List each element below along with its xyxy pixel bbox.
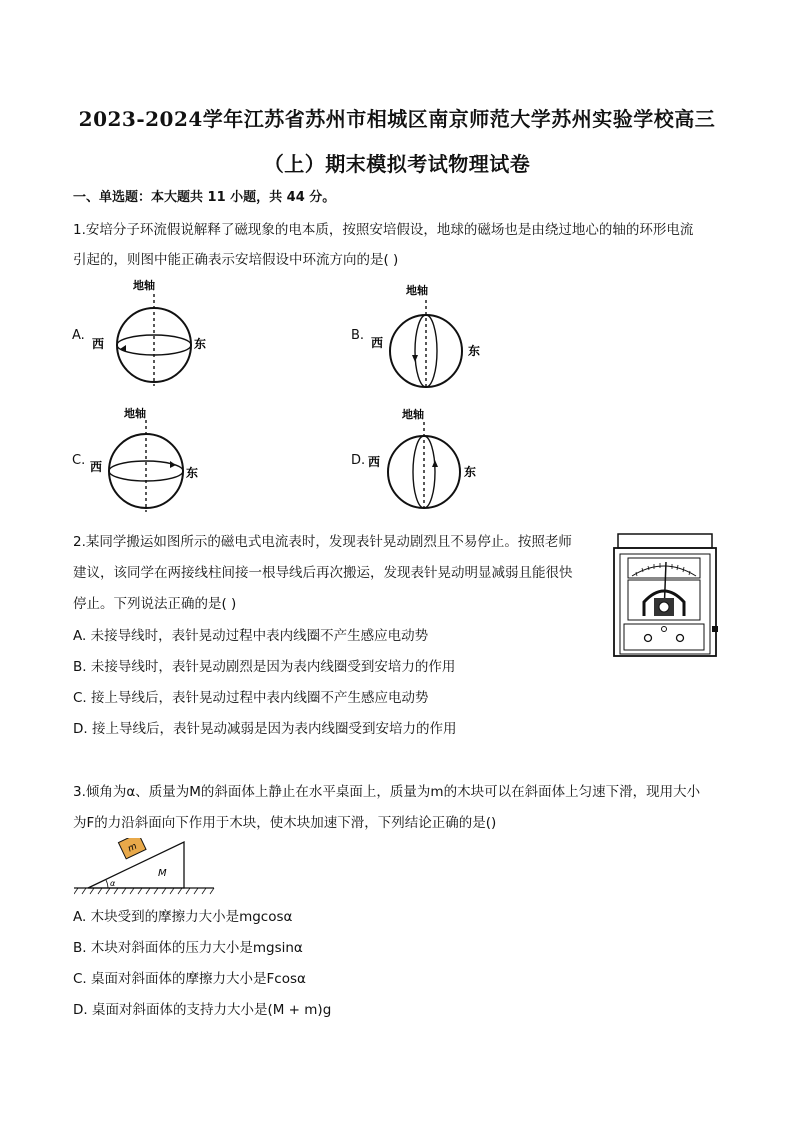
q2-option-a: A. 未接导线时，表针晃动过程中表内线圈不产生感应电动势 (73, 628, 429, 644)
alpha-label: α (110, 879, 116, 888)
q2-stem-line-1: 2.某同学搬运如图所示的磁电式电流表时，发现表针晃动剧烈且不易停止。按照老师 (73, 534, 572, 550)
q3-option-d: D. 桌面对斜面体的支持力大小是(M + m)g (73, 1002, 332, 1018)
current-arrow (170, 461, 176, 468)
q1-figure-a (88, 276, 218, 388)
q1-stem-line-2: 引起的，则图中能正确表示安培假设中环流方向的是( ) (73, 252, 399, 268)
q2-option-d: D. 接上导线后，表针晃动减弱是因为表内线圈受到安培力的作用 (73, 721, 457, 737)
q3-stem-line-2: 为F的力沿斜面向下作用于木块，使木块加速下滑，下列结论正确的是() (73, 815, 497, 831)
page-title-line-1: 2023-2024学年江苏省苏州市相城区南京师范大学苏州实验学校高三 (78, 107, 716, 131)
q3-option-c: C. 桌面对斜面体的摩擦力大小是Fcosα (73, 971, 306, 987)
west-label: 西 (371, 336, 384, 350)
q2-stem-line-3: 停止。下列说法正确的是( ) (73, 596, 237, 612)
q3-option-b: B. 木块对斜面体的压力大小是mgsinα (73, 940, 303, 956)
west-label: 西 (368, 455, 381, 469)
east-label: 东 (464, 465, 477, 479)
q1-stem-line-1: 1.安培分子环流假说解释了磁现象的电本质，按照安培假设，地球的磁场也是由绕过地心的轴的环形电流 (73, 222, 694, 238)
galvanometer-figure (612, 532, 722, 660)
section-heading: 一、单选题：本大题共 11 小题，共 44 分。 (73, 190, 336, 205)
q2-stem-line-2: 建议，该同学在两接线柱间接一根导线后再次搬运，发现表针晃动明显减弱且能很快 (73, 565, 573, 581)
current-arrow (432, 460, 438, 467)
small-m-label: m (126, 841, 139, 855)
q1-figure-d (366, 404, 486, 516)
east-label: 东 (186, 466, 199, 480)
q1-figure-c (88, 404, 218, 516)
q3-stem-line-1: 3.倾角为α、质量为M的斜面体上静止在水平桌面上，质量为m的木块可以在斜面体上匀速下滑，现用大小 (73, 784, 701, 800)
west-label: 西 (90, 460, 103, 474)
axis-label: 地轴 (406, 284, 428, 297)
axis-label: 地轴 (124, 407, 146, 420)
east-label: 东 (468, 344, 481, 358)
west-label: 西 (92, 337, 105, 351)
q1-option-d-label: D. (351, 453, 366, 468)
big-m-label: M (158, 868, 167, 879)
q1-figure-b (368, 280, 488, 392)
east-label: 东 (194, 337, 207, 351)
q3-option-a: A. 木块受到的摩擦力大小是mgcosα (73, 909, 293, 925)
q1-option-a-label: A. (72, 328, 85, 343)
axis-label: 地轴 (402, 408, 424, 421)
q2-option-b: B. 未接导线时，表针晃动剧烈是因为表内线圈受到安培力的作用 (73, 659, 456, 675)
current-arrow (412, 355, 418, 362)
q2-option-c: C. 接上导线后，表针晃动过程中表内线圈不产生感应电动势 (73, 690, 429, 706)
block (118, 838, 146, 859)
axis-label: 地轴 (133, 279, 155, 292)
incline-figure (74, 838, 222, 896)
page-title-line-2: （上）期末模拟考试物理试卷 (263, 152, 531, 176)
q1-option-c-label: C. (72, 453, 86, 468)
q1-option-b-label: B. (351, 328, 365, 343)
